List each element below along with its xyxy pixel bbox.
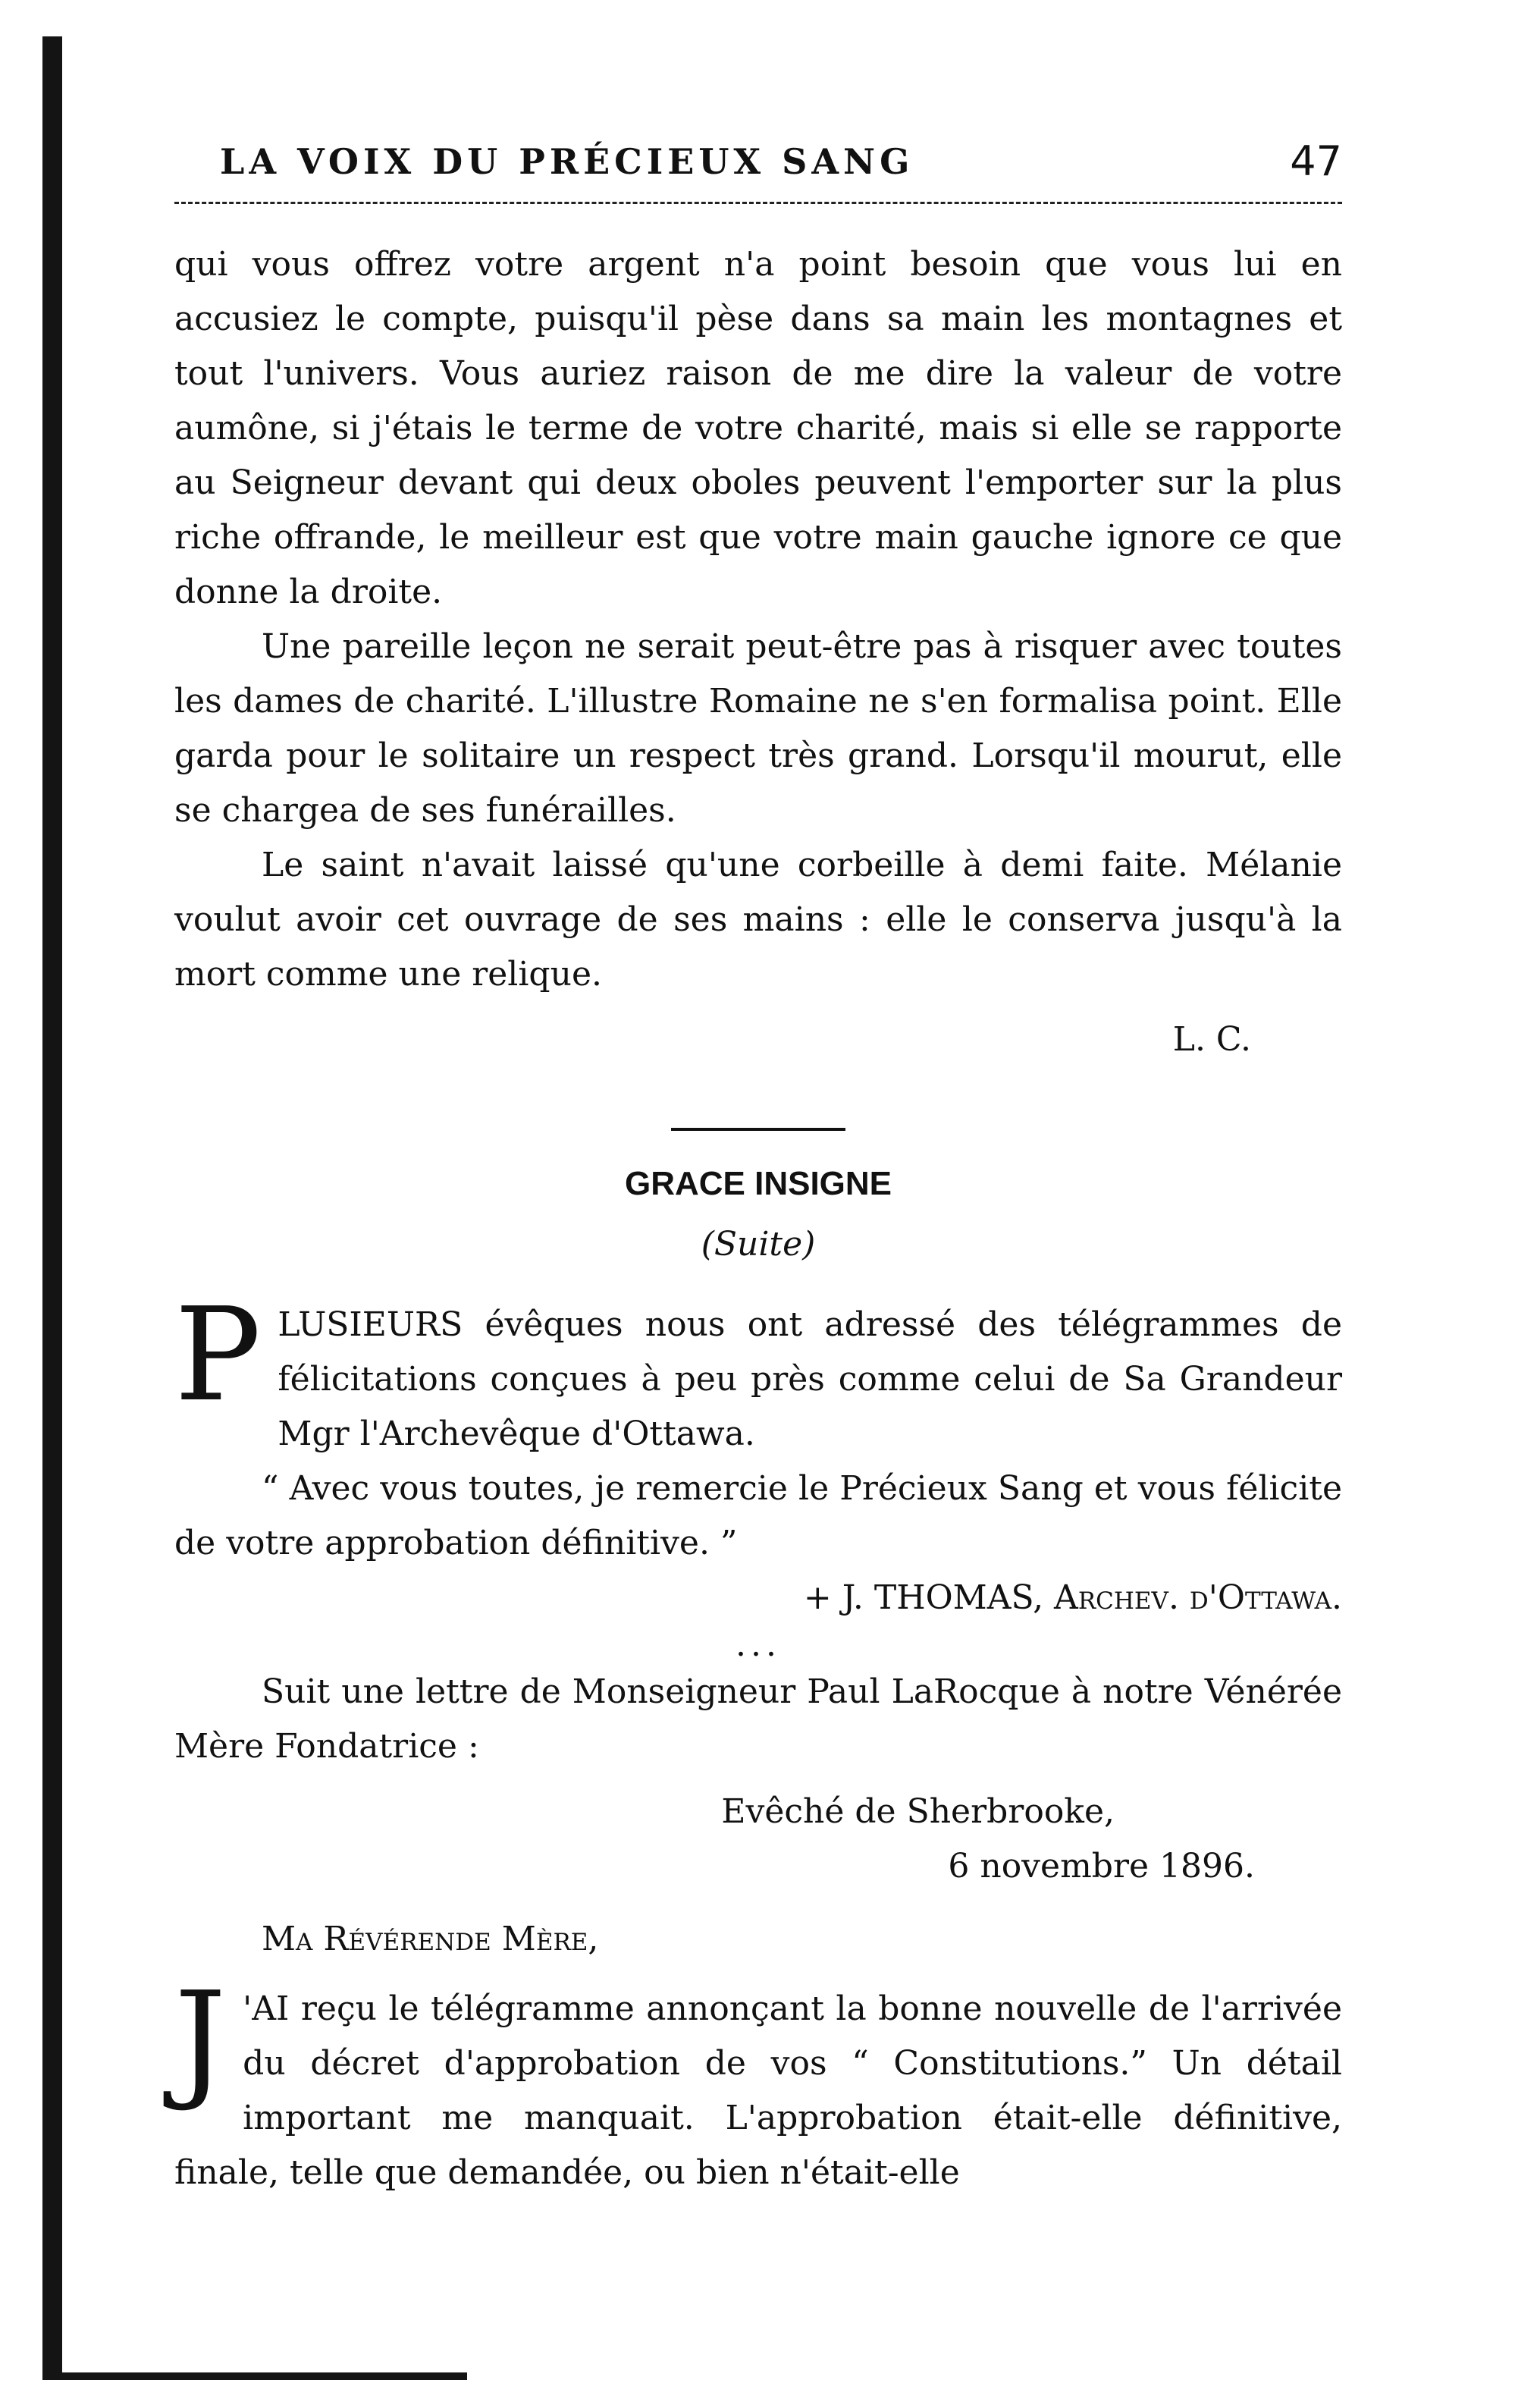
- running-title: LA VOIX DU PRÉCIEUX SANG: [220, 141, 914, 182]
- article2-paragraph-1-text: LUSIEURS évêques nous ont adressé des télégrammes de félicitations conçues à peu près comme celui de Sa Grandeur Mgr l'Archevêque d'Ottawa.: [278, 1305, 1342, 1453]
- section-subtitle: (Suite): [701, 1225, 816, 1264]
- scan-left-edge: [42, 36, 62, 2380]
- page-number: 47: [1290, 137, 1342, 185]
- article2-paragraph-1: [174, 1280, 1342, 1462]
- article1-paragraph-1: qui vous offrez votre argent n'a point besoin que vous lui en accusiez le compte, puisqu'il pèse dans sa main les montagnes et tout l'univers. Vous auriez raison de me dire la valeur de votre aumône, si j'étais le terme de votre charité, mais si elle se rapporte au Seigneur devant qui deux oboles peuvent l'emporter sur la plus riche offrande, le meilleur est que votre main gauche ignore ce que donne la droite.: [174, 245, 1342, 611]
- section-title: GRACE INSIGNE: [624, 1165, 892, 1202]
- document-page: [174, 127, 1342, 2365]
- header-rule: [174, 202, 1342, 204]
- archbishop-signature: + J. THOMAS, Archev. d'Ottawa.: [803, 1578, 1342, 1617]
- drop-cap-p: P: [174, 1280, 262, 1430]
- page-header: [174, 127, 1342, 196]
- archbishop-quote: “ Avec vous toutes, je remercie le Précieux Sang et vous félicite de votre approbation définitive. ”: [174, 1469, 1342, 1562]
- section-divider: [671, 1128, 845, 1131]
- article1-signature: L. C.: [1172, 1020, 1251, 1059]
- letter-body-text: 'AI reçu le télégramme annonçant la bonne nouvelle de l'arrivée du décret d'approbation de vos “ Constitutions.” Un détail important me manquait. L'approbation était-elle définitive, finale, telle que demandée, ou bien n'était-elle: [174, 1989, 1342, 2192]
- article1-paragraph-2: Une pareille leçon ne serait peut-être pas à risquer avec toutes les dames de charité. L'illustre Romaine ne s'en formalisa point. Elle garda pour le solitaire un respect très grand. Lorsqu'il mourut, elle se chargea de ses funérailles.: [174, 627, 1342, 830]
- letter-salutation: Ma Révérende Mère,: [262, 1920, 599, 1958]
- article1-paragraph-3: Le saint n'avait laissé qu'une corbeille à demi faite. Mélanie voulut avoir cet ouvrage de ses mains : elle le conserva jusqu'à la mort comme une relique.: [174, 846, 1342, 994]
- letter-intro: Suit une lettre de Monseigneur Paul LaRocque à notre Vénérée Mère Fondatrice :: [174, 1672, 1342, 1766]
- scan-bottom-edge: [42, 2372, 467, 2380]
- drop-cap-j: J: [174, 1964, 227, 2115]
- letter-date: 6 novembre 1896.: [948, 1847, 1255, 1886]
- ornament-dots: ...: [735, 1625, 781, 1664]
- letter-place: Evêché de Sherbrooke,: [721, 1792, 1115, 1831]
- letter-body: [174, 1964, 1342, 2200]
